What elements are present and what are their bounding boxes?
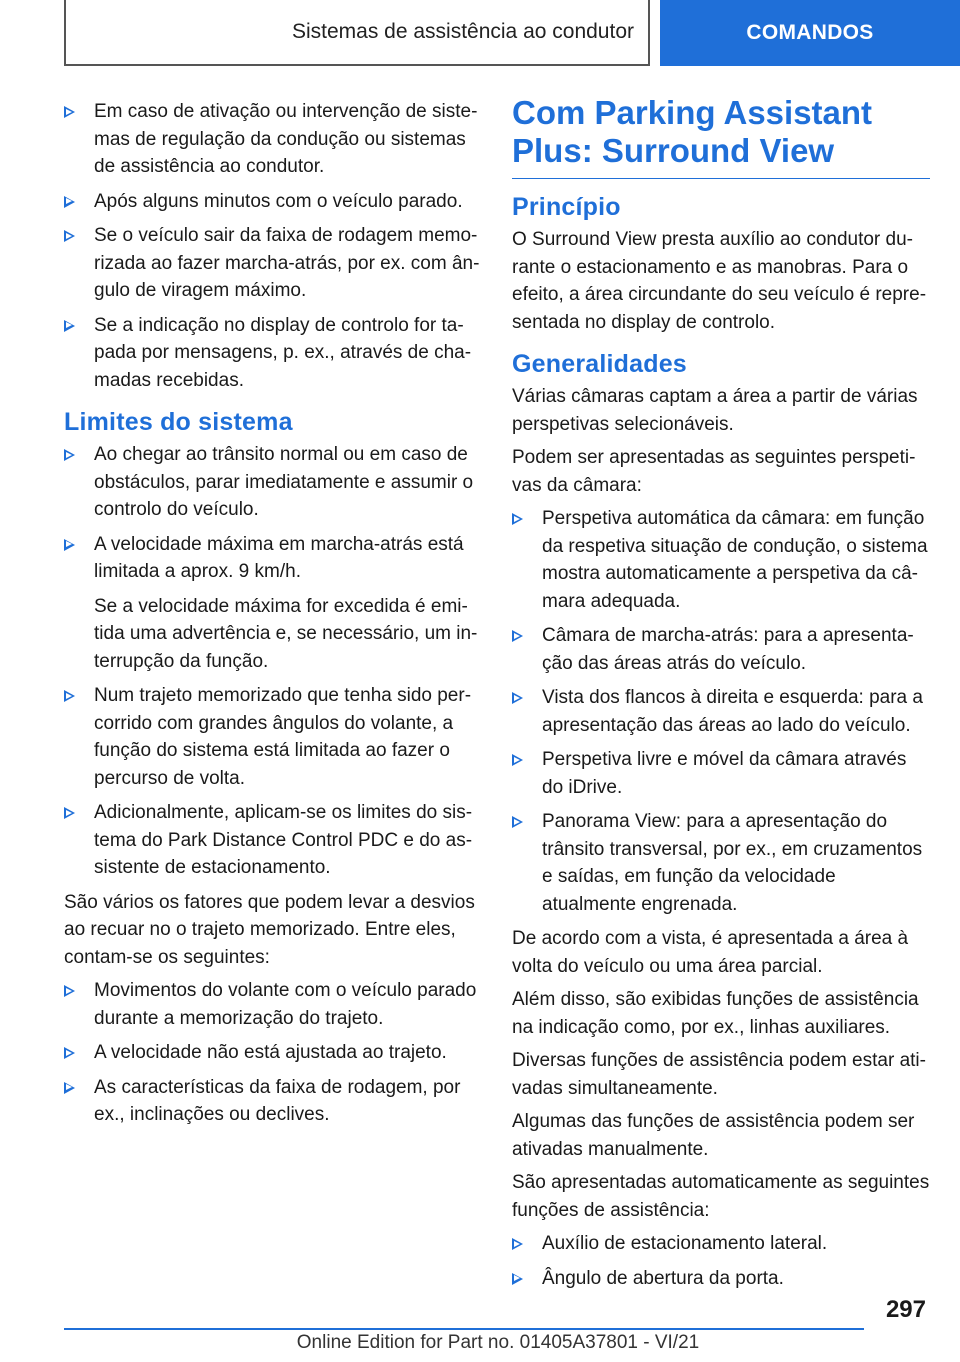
chapter-tab	[660, 0, 960, 66]
list-item	[512, 808, 930, 918]
chapter-tab-text: COMANDOS	[746, 21, 874, 44]
list-item	[64, 531, 480, 586]
list-item-text: Ao chegar ao trânsito normal ou em caso de obstáculos, parar imediatamente e assumir o controlo do veículo.	[94, 444, 474, 520]
list-item	[64, 1074, 480, 1129]
triangle-bullet-icon	[64, 807, 75, 819]
paragraph: O Surround View presta auxílio ao condutor durante o estacionamento e as manobras. Para o efeito, a área circundante do seu veículo é representada no display de controlo.	[512, 229, 927, 333]
triangle-bullet-icon	[512, 754, 523, 766]
list-item-text: Auxílio de estacionamento lateral.	[542, 1233, 828, 1254]
list-item-text: Após alguns minutos com o veículo parado.	[94, 190, 463, 212]
paragraph: São apresentadas automaticamente as seguintes funções de assistência:	[512, 1172, 930, 1221]
list-item-text: Num trajeto memorizado que tenha sido percorrido com grandes ângulos do volante, a função do sistema está limitada ao fazer o percurso de volta.	[94, 685, 472, 789]
list-item	[512, 684, 930, 739]
list-item-text: Se a indicação no display de controlo for tapada por mensagens, p. ex., através de chamadas recebidas.	[94, 314, 472, 391]
triangle-bullet-icon	[512, 630, 523, 642]
triangle-bullet-icon	[64, 230, 75, 242]
list-item-text: A velocidade máxima em marcha-atrás está limitada a aprox. 9 km/h.	[94, 533, 464, 582]
list-item-text: Perspetiva livre e móvel da câmara através do iDrive.	[542, 749, 907, 798]
list-item	[512, 1265, 930, 1293]
list-item-text: Em caso de ativação ou intervenção de sistemas de regulação da condução ou sistemas de assistência ao condutor.	[94, 101, 478, 177]
section-title	[64, 0, 650, 66]
list-item	[64, 441, 480, 524]
list-item	[64, 977, 480, 1032]
list-item	[64, 98, 480, 181]
left-column	[64, 98, 480, 1136]
triangle-bullet-icon	[64, 539, 75, 551]
paragraph: De acordo com a vista, é apresentada a área à volta do veículo ou uma área parcial.	[512, 928, 909, 977]
list-item	[512, 622, 930, 677]
page-number: 297	[885, 1296, 926, 1323]
paragraph: Várias câmaras captam a área a partir de várias perspetivas selecionáveis.	[512, 386, 918, 435]
list-item-text: Vista dos flancos à direita e esquerda: para a apresentação das áreas ao lado do veículo.	[542, 687, 923, 736]
list-item-text: Movimentos do volante com o veículo parado durante a memorização do trajeto.	[94, 980, 477, 1029]
list-item-text: Perspetiva automática da câmara: em função da respetiva situação de condução, o sistema mostra automaticamente a perspetiva da câmara adequada.	[542, 508, 928, 612]
paragraph: Algumas das funções de assistência podem ser ativadas manualmente.	[512, 1111, 915, 1160]
list-item	[64, 222, 480, 305]
paragraph: São vários os fatores que podem levar a desvios ao recuar no o trajeto memorizado. Entre eles, contam-se os seguintes:	[64, 891, 475, 968]
list-item-text: Adicionalmente, aplicam-se os limites do sistema do Park Distance Control PDC e do assistente de estacionamento.	[94, 802, 473, 878]
triangle-bullet-icon	[512, 513, 523, 525]
triangle-bullet-icon	[512, 1273, 523, 1285]
list-item-text: Câmara de marcha-atrás: para a apresentação das áreas atrás do veículo.	[542, 625, 914, 674]
list-item	[64, 682, 480, 792]
list-item-text: As características da faixa de rodagem, por ex., inclinações ou declives.	[94, 1076, 461, 1125]
section-title-text: Sistemas de assistência ao condutor	[291, 20, 634, 43]
page-header	[0, 0, 960, 66]
list-item-text: Panorama View: para a apresentação do trânsito transversal, por ex., em cruzamentos e saídas, em função da velocidade atualmente engrenada.	[542, 811, 923, 915]
heading-principle: Princípio	[512, 193, 621, 221]
list-item-continuation: Se a velocidade máxima for excedida é emitida uma advertência e, se necessário, um interrupção da função.	[94, 595, 478, 672]
triangle-bullet-icon	[64, 196, 75, 208]
list-item	[64, 1039, 480, 1067]
footer-divider	[64, 1328, 864, 1330]
footer-text: Online Edition for Part no. 01405A37801 - VI/21	[296, 1332, 700, 1353]
list-item	[512, 1230, 930, 1258]
paragraph: Diversas funções de assistência podem estar ativadas simultaneamente.	[512, 1050, 926, 1099]
triangle-bullet-icon	[64, 106, 75, 118]
triangle-bullet-icon	[64, 320, 75, 332]
list-item-text: Se o veículo sair da faixa de rodagem memorizada ao fazer marcha-atrás, por ex. com ângulo de viragem máximo.	[94, 225, 480, 301]
list-item	[64, 312, 480, 395]
heading-general: Generalidades	[512, 350, 687, 378]
triangle-bullet-icon	[64, 1047, 75, 1059]
list-item-text: Ângulo de abertura da porta.	[542, 1267, 784, 1289]
triangle-bullet-icon	[64, 449, 75, 461]
section-heading: Com Parking Assistant Plus: Surround View	[512, 94, 930, 179]
triangle-bullet-icon	[64, 690, 75, 702]
list-item	[64, 188, 480, 216]
paragraph: Podem ser apresentadas as seguintes perspetivas da câmara:	[512, 447, 916, 496]
list-item	[512, 505, 930, 615]
paragraph: Além disso, são exibidas funções de assistência na indicação como, por ex., linhas auxiliares.	[512, 989, 919, 1038]
triangle-bullet-icon	[512, 816, 523, 828]
triangle-bullet-icon	[64, 985, 75, 997]
triangle-bullet-icon	[512, 1238, 523, 1250]
list-item	[64, 799, 480, 882]
list-item	[512, 746, 930, 801]
heading-limits: Limites do sistema	[64, 408, 293, 436]
right-column	[512, 94, 930, 1299]
triangle-bullet-icon	[64, 1082, 75, 1094]
list-item-text: A velocidade não está ajustada ao trajeto.	[94, 1042, 447, 1063]
triangle-bullet-icon	[512, 692, 523, 704]
